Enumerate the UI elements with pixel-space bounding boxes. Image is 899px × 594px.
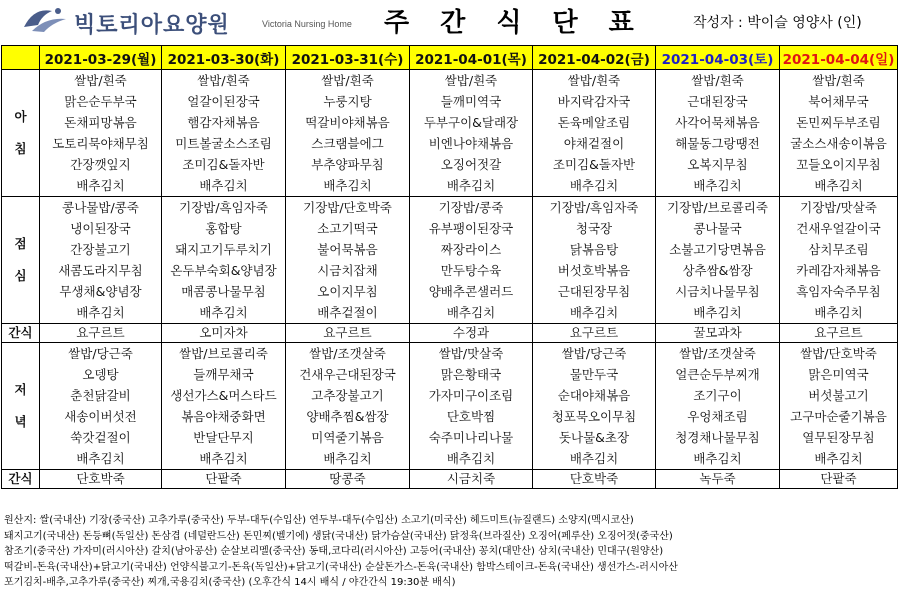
menu-cell [162, 197, 286, 324]
snack-cell: 요구르트 [533, 324, 656, 343]
menu-item: 콩나물국 [693, 221, 742, 236]
menu-item: 배추김치 [569, 305, 619, 320]
menu-cell [286, 343, 410, 470]
snack-cell: 단호박죽 [533, 470, 656, 489]
menu-item: 순대야채볶음 [557, 388, 631, 403]
menu-item: 흑임자숙주무침 [796, 284, 881, 299]
menu-item: 불어묵볶음 [317, 242, 378, 257]
menu-item: 고구마순줄기볶음 [790, 409, 887, 424]
menu-item: 소불고기당면볶음 [669, 242, 766, 257]
menu-item: 열무된장무침 [802, 430, 875, 445]
menu-item: 단호박찜 [446, 409, 496, 424]
menu-item: 배추김치 [814, 178, 863, 193]
menu-item: 사각어묵채볶음 [675, 115, 760, 130]
menu-item: 배추김치 [76, 451, 125, 466]
menu-item: 물만두국 [569, 367, 619, 382]
menu-cell [656, 197, 780, 324]
menu-item: 근대된장국 [687, 94, 748, 109]
menu-item: 맑은순두부국 [64, 94, 137, 109]
menu-item: 바지락감자국 [557, 94, 631, 109]
menu-item: 비엔나야채볶음 [428, 136, 514, 151]
menu-item: 쌀밥/흰죽 [444, 73, 498, 88]
menu-item: 도토리묵야채무침 [52, 136, 149, 151]
header-corner [2, 46, 40, 70]
dinner-row-label [2, 343, 40, 470]
logo-mark-icon [22, 5, 68, 35]
menu-item: 삼치무조림 [808, 242, 869, 257]
menu-item: 돈채피망볶음 [64, 115, 137, 130]
menu-item: 배추김치 [323, 178, 372, 193]
menu-item: 떡갈비야채볶음 [305, 115, 390, 130]
dinner-row [2, 343, 898, 470]
origin-line: 포기김치-배추,고추가루(중국산) 찌개,국용김치(중국산) (오후간식 14시 배식 / 야간간식 19:30분 배식) [4, 577, 456, 588]
meal-label-char: 저 [14, 382, 27, 397]
logo-subtitle: Victoria Nursing Home [262, 19, 352, 29]
menu-item: 배추김치 [199, 178, 248, 193]
menu-item: 쌀밥/흰죽 [567, 73, 621, 88]
menu-item: 건새우근대된장국 [299, 367, 396, 382]
menu-item: 배추김치 [446, 305, 496, 320]
menu-item: 만두탕수육 [440, 263, 502, 278]
menu-cell [533, 70, 656, 197]
menu-item: 미역줄기볶음 [311, 430, 384, 445]
menu-item: 돗나물&초장 [558, 430, 630, 445]
menu-item: 버섯호박볶음 [557, 263, 631, 278]
menu-item: 쌀밥/흰죽 [812, 73, 865, 88]
menu-item: 배추김치 [76, 178, 125, 193]
breakfast-row [2, 70, 898, 197]
menu-item: 청포묵오이무침 [551, 409, 637, 424]
menu-item: 스크램블에그 [311, 136, 384, 151]
menu-item: 해물동그랑땡전 [675, 136, 760, 151]
menu-item: 기장밥/단호박죽 [303, 200, 392, 215]
menu-cell [286, 70, 410, 197]
afternoon-snack-row [2, 324, 898, 343]
date-header: 2021-03-29(월) [40, 46, 162, 70]
menu-item: 새송이버섯전 [64, 409, 137, 424]
evening-snack-row-label: 간식 [2, 470, 40, 489]
weekly-menu-table [1, 45, 898, 489]
menu-item: 오이지무침 [317, 284, 378, 299]
menu-item: 북어채무국 [808, 94, 869, 109]
menu-cell [40, 343, 162, 470]
menu-cell [40, 197, 162, 324]
menu-cell [780, 343, 898, 470]
snack-cell: 요구르트 [40, 324, 162, 343]
menu-cell [533, 343, 656, 470]
menu-item: 조미김&돌자반 [182, 157, 265, 172]
menu-item: 닭볶음탕 [569, 242, 619, 257]
menu-item: 시금치나물무침 [675, 284, 760, 299]
menu-item: 새콤도라지무침 [58, 263, 143, 278]
menu-item: 숙주미나리나물 [428, 430, 514, 445]
menu-item: 맑은미역국 [808, 367, 869, 382]
origin-line: 원산지: 쌀(국내산) 기장(중국산) 고추가루(중국산) 두부-대두(수입산) 연두부-대두(수입산) 소고기(미국산) 헤드미트(뉴질랜드) 소양지(멕시코산) [4, 515, 634, 526]
snack-cell: 단호박죽 [40, 470, 162, 489]
menu-item: 가자미구이조림 [428, 388, 514, 403]
menu-item: 오징어젓갈 [440, 157, 502, 172]
menu-item: 소고기떡국 [317, 221, 378, 236]
menu-cell [410, 70, 533, 197]
menu-item: 쌀밥/조갯살죽 [679, 346, 756, 361]
menu-item: 고추장불고기 [311, 388, 384, 403]
origin-line: 떡갈비-돈육(국내산)+닭고기(국내산) 언양식불고기-돈육(독일산)+닭고기(국내산) 순살돈가스-돈육(국내산) 함박스테이크-돈육(국내산) 생선가스-러시아산 [4, 561, 678, 573]
menu-item: 돈민찌두부조림 [796, 115, 881, 130]
menu-item: 돼지고기두루치기 [175, 242, 272, 257]
date-header: 2021-03-30(화) [162, 46, 286, 70]
menu-item: 기장밥/흑임자죽 [549, 200, 639, 215]
menu-item: 기장밥/브로콜리죽 [667, 200, 768, 215]
menu-cell [656, 343, 780, 470]
origin-line: 돼지고기(국내산) 돈등뼈(독일산) 돈삼겹 (네덜란드산) 돈민찌(벨기에) 생닭(국내산) 닭가슴살(국내산) 닭정육(브라질산) 오징어(페루산) 오징어젓(중국산) [4, 530, 673, 542]
menu-item: 콩나물밥/콩죽 [62, 200, 139, 215]
menu-item: 쌀밥/흰죽 [321, 73, 374, 88]
menu-item: 생선가스&머스타드 [170, 388, 277, 403]
menu-item: 쌀밥/흰죽 [74, 73, 127, 88]
menu-item: 기장밥/콩죽 [438, 200, 504, 215]
date-header-row [2, 46, 898, 70]
menu-item: 야채겉절이 [563, 136, 625, 151]
date-header-sunday: 2021-04-04(일) [780, 46, 898, 70]
menu-item: 양배추찜&쌈장 [306, 409, 389, 424]
menu-item: 건새우얼갈이국 [796, 221, 881, 236]
snack-cell: 녹두죽 [656, 470, 780, 489]
menu-item: 배추겉절이 [317, 305, 378, 320]
menu-item: 햄감자채볶음 [187, 115, 260, 130]
menu-item: 쑥갓겉절이 [70, 430, 131, 445]
menu-item: 짜장라이스 [440, 242, 502, 257]
menu-item: 청국장 [575, 221, 613, 236]
menu-item: 상추쌈&쌈장 [682, 263, 753, 278]
menu-item: 두부구이&달래장 [423, 115, 519, 130]
menu-item: 배추김치 [693, 451, 742, 466]
snack-cell: 땅콩죽 [286, 470, 410, 489]
snack-cell: 요구르트 [286, 324, 410, 343]
menu-cell [162, 343, 286, 470]
snack-cell: 오미자차 [162, 324, 286, 343]
snack-cell: 꿀모과차 [656, 324, 780, 343]
menu-item: 배추김치 [693, 178, 742, 193]
menu-item: 배추김치 [199, 451, 248, 466]
breakfast-row-label [2, 70, 40, 197]
snack-cell: 요구르트 [780, 324, 898, 343]
menu-item: 쌀밥/당근죽 [561, 346, 627, 361]
lunch-row [2, 197, 898, 324]
menu-item: 양배추콘샐러드 [428, 284, 514, 299]
menu-item: 꼬들오이지무침 [796, 157, 881, 172]
menu-item: 매콤콩나물무침 [181, 284, 266, 299]
menu-cell [656, 70, 780, 197]
logo-text: 빅토리아요양원 [74, 13, 230, 38]
menu-item: 쌀밥/맛살죽 [438, 346, 504, 361]
lunch-row-label [2, 197, 40, 324]
menu-item: 간장불고기 [70, 242, 131, 257]
meal-label-char: 침 [14, 141, 27, 156]
menu-item: 배추김치 [693, 305, 742, 320]
date-header: 2021-04-01(목) [410, 46, 533, 70]
menu-item: 쌀밥/흰죽 [197, 73, 250, 88]
menu-item: 오복지무침 [687, 157, 748, 172]
author-line: 작성자 : 박이슬 영양사 (인) [693, 15, 862, 31]
meal-label-char: 점 [14, 236, 27, 251]
origin-notes [4, 513, 896, 591]
menu-item: 우엉채조림 [687, 409, 748, 424]
menu-cell [780, 70, 898, 197]
date-header: 2021-03-31(수) [286, 46, 410, 70]
afternoon-snack-row-label: 간식 [2, 324, 40, 343]
menu-item: 굴소스새송이볶음 [790, 136, 887, 151]
menu-item: 기장밥/맛살죽 [800, 200, 877, 215]
menu-item: 카레감자채볶음 [796, 263, 881, 278]
menu-item: 쌀밥/흰죽 [691, 73, 744, 88]
menu-item: 조미김&돌자반 [552, 157, 636, 172]
date-header-saturday: 2021-04-03(토) [656, 46, 780, 70]
evening-snack-row [2, 470, 898, 489]
menu-item: 오뎅탕 [82, 367, 119, 382]
meal-label-char: 아 [14, 109, 27, 124]
menu-item: 부추양파무침 [311, 157, 384, 172]
logo [22, 5, 382, 37]
menu-item: 맑은황태국 [440, 367, 502, 382]
page-title: 주 간 식 단 표 [384, 8, 645, 38]
menu-item: 근대된장무침 [557, 284, 631, 299]
menu-cell [286, 197, 410, 324]
menu-cell [780, 197, 898, 324]
menu-item: 냉이된장국 [70, 221, 131, 236]
menu-item: 얼갈이된장국 [187, 94, 260, 109]
menu-cell [162, 70, 286, 197]
menu-item: 배추김치 [569, 451, 619, 466]
date-header: 2021-04-02(금) [533, 46, 656, 70]
snack-cell: 시금치죽 [410, 470, 533, 489]
origin-line: 참조기(중국산) 가자미(러시아산) 갈치(남아공산) 순살보리멜(중국산) 동태,코다리(러시아산) 고등어(국내산) 꽁치(대만산) 삼치(국내산) 민대구(원양산) [4, 546, 664, 557]
menu-cell [533, 197, 656, 324]
menu-item: 배추김치 [569, 178, 619, 193]
menu-item: 조기구이 [693, 388, 742, 403]
menu-item: 쌀밥/단호박죽 [800, 346, 877, 361]
menu-item: 들깨미역국 [440, 94, 502, 109]
menu-item: 간장깻잎지 [70, 157, 131, 172]
menu-item: 온두부숙회&양념장 [170, 263, 277, 278]
menu-item: 반달단무지 [193, 430, 254, 445]
menu-item: 유부팽이된장국 [428, 221, 514, 236]
menu-item: 쌀밥/조갯살죽 [309, 346, 386, 361]
menu-item: 무생채&양념장 [59, 284, 142, 299]
menu-item: 배추김치 [323, 451, 372, 466]
snack-cell: 수정과 [410, 324, 533, 343]
menu-item: 미트볼굴소스조림 [175, 136, 272, 151]
menu-cell [40, 70, 162, 197]
menu-item: 누룽지탕 [323, 94, 372, 109]
menu-item: 쌀밥/당근죽 [68, 346, 133, 361]
menu-item: 돈육메알조림 [557, 115, 631, 130]
menu-item: 버섯불고기 [808, 388, 869, 403]
menu-item: 쌀밥/브로콜리죽 [179, 346, 268, 361]
menu-item: 배추김치 [199, 305, 248, 320]
menu-item: 얼큰순두부찌개 [675, 367, 760, 382]
menu-item: 시금치잡채 [317, 263, 378, 278]
meal-label-char: 녁 [14, 414, 27, 429]
menu-item: 배추김치 [76, 305, 125, 320]
menu-item: 홍합탕 [205, 221, 242, 236]
menu-cell [410, 197, 533, 324]
menu-item: 배추김치 [814, 305, 863, 320]
snack-cell: 단팥죽 [162, 470, 286, 489]
menu-item: 기장밥/흑임자죽 [179, 200, 268, 215]
menu-item: 들깨무채국 [193, 367, 254, 382]
menu-item: 배추김치 [446, 451, 496, 466]
snack-cell: 단팥죽 [780, 470, 898, 489]
menu-item: 청경채나물무침 [675, 430, 760, 445]
menu-item: 볶음야채중화면 [181, 409, 266, 424]
menu-item: 춘천닭갈비 [70, 388, 131, 403]
page-header [0, 0, 899, 44]
meal-label-char: 심 [14, 268, 27, 283]
menu-item: 배추김치 [814, 451, 863, 466]
menu-cell [410, 343, 533, 470]
menu-item: 배추김치 [446, 178, 496, 193]
